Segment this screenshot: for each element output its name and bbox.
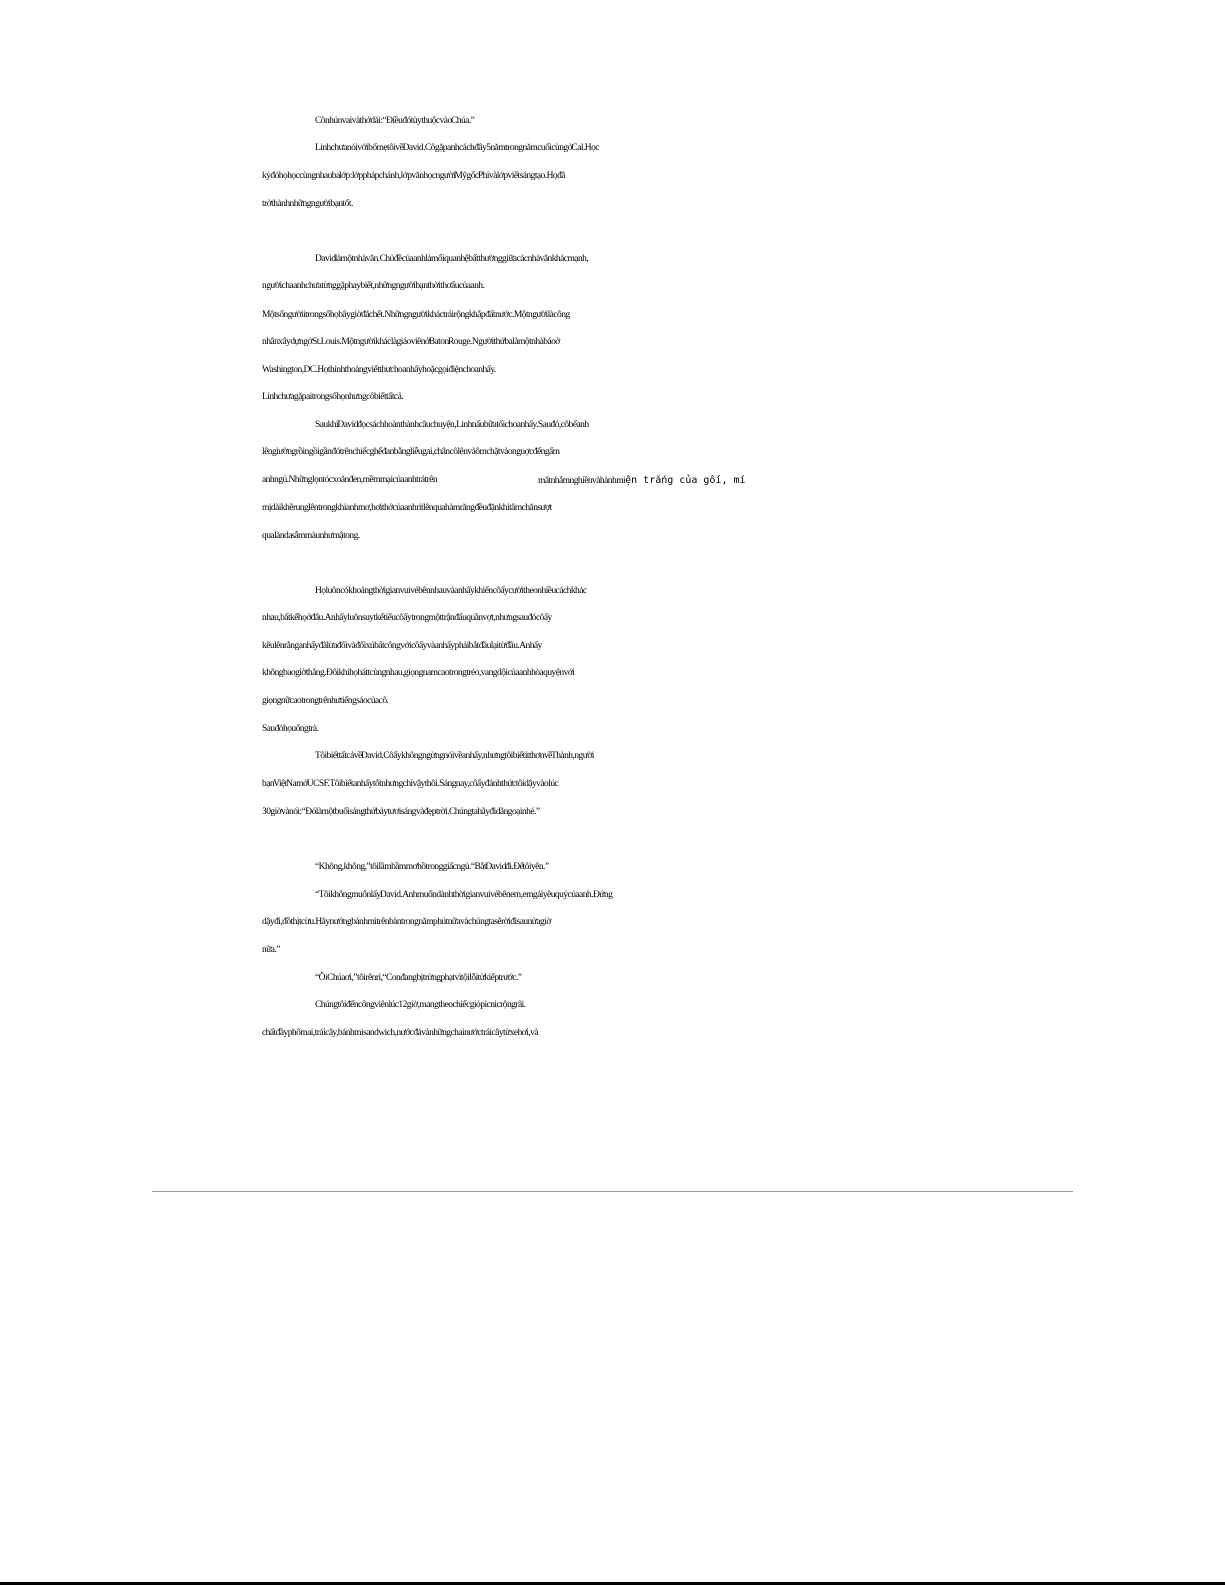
text-line: Mộtsốngườiitrongsốhọbâygiờđãchết.Nhữngngườikháctrảirộngkhắpđấtnước.Mộtngườilàcông: [262, 310, 570, 320]
text-line: dậyđi,đồthịtcừu.Hãynướngbánhmìtrênbàntrongnămphútnữavàchúngtasẽrờiđisaunửagiờ: [262, 917, 551, 927]
text-line: chấtđầyphômai,tráicây,bánhmìsandwich,nướcđávànhữngchainướctráicâytừxehơi,và: [262, 1028, 539, 1038]
page-divider: [152, 1191, 1073, 1192]
text-line: Saukhi David đọcsáchhoànthànhcâuchuyện,Linhnấubữatốichoanhấy.Sauđó,côbếanh: [315, 420, 589, 430]
text-line: “Tôikhôngmuốnlấy David.Anhmuốndànhthờigianvuivẻbênem,emgáiyêuquýcủaanh.Đứng: [315, 890, 613, 900]
text-line: [538, 476, 746, 487]
text-line: giọngnữcaotrongtrênhưtiếngsáocủacô.: [262, 696, 389, 706]
text-line: lêngiườngrồingồigầnđótrênchiếcghếđanbằngliễugai,châncôlênvàômchặtvàonguợcđếngấm: [262, 447, 560, 457]
text-line: nhau,bấtkểhọởđâu.Anhấyluônsuytkếtiểucôấytrongmộttrậnđấuquầnvợt,nhưngsauđócôấy: [262, 613, 552, 623]
text-line: “ÔiChúaơi,”tôirênrỉ,“Conđangbịtrừngphạtvìtộilỗitừkiếptrước.”: [315, 973, 522, 983]
text-line: nữa.”: [262, 945, 280, 955]
text-line: David làmộtnhàvăn.Chủđềcủaanhlàmốiquanhệbấtthườnggiữacácnhàvănkhácmạnh,: [315, 254, 589, 264]
text-line: Tôibiếttấtcảvề David.Côấykhôngngừngnóivềanhấy,nhưngtôibiếtítthơnvề Thành,người: [315, 751, 594, 761]
text-fragment-mono: ện trắng của gối, mí: [625, 475, 746, 486]
text-line: bạn Việt Namở UCSF.Tôibiếtanhấytốtnhưngchỉvậythôi.Sángnay,côấyđánhthứctôidậyvàolúc: [262, 779, 559, 789]
text-line: “Không,không,”tôilầmbầmmơhồtronggiấcngủ.“Bắt David đi.Để tôiyên.”: [315, 862, 549, 872]
text-line: qualànda sẫmmàunhưmậtong.: [262, 531, 360, 541]
text-line: Cônhúnvaivàthởdài:“Điềuđótùythuộcvào Chúa.”: [315, 116, 475, 126]
text-line: Chúngtôiđếncôngviênlúc12giờ,mangtheochiếcgiỏpicnicrộngrãi.: [315, 1000, 526, 1010]
text-line: Họluôncókhoảngthờigianvuivẻbênnhauvàanhấykhiếncôấycườitheonhiềucáchkhác: [315, 586, 587, 596]
text-line: mịdàikhẽrunglêntrongkhianhmơ,hơithởcủaanhrítlênquahàmrăngđềuđặnkhitâmchănsượt: [262, 503, 552, 513]
text-line: nhânxâydựngởSt.Louis.Mộtngườikháclàgiáoviênở Baton Rouge.Ngườithứbalàmộtnhàbáoở: [262, 337, 560, 347]
text-line: kỳđóhọhọccùngnhauba lớp:lớpphápchánh,lớpvănhọcngười Mỹgốc Phivàlớpviếtsángtạo.Họđã: [262, 171, 565, 181]
text-line: Linhchưagặpaitrongsốhọnhưngcôbiếttấtcả.: [262, 392, 404, 402]
text-fragment: mắtnhắmnghiềnvàhànhmi: [538, 476, 626, 486]
text-line: ngườichaanhchưatừnggặphaybiết,nhữngngườibạnthờithơấucủaanh.: [262, 281, 485, 291]
text-line: 30giờvànói:“Đólàmộtbuổisángthứbảytươisángvàđẹptrời.Chúngtahãyđidãngoạinhé.”: [262, 807, 540, 817]
text-line: Linhchưanóivớibốmẹtôivề David.Côgặpanhcáchđây5nămtrongnămcuốicùngở Cal.Học: [315, 143, 599, 153]
text-line: anhngủ.Nhữnglọntócxoănđen,mềmmạicủaanhtrảtrên: [262, 475, 438, 485]
text-line: kêulênrằnganhấyđãlừađốivàđổixúbấtcôngvớicôấyvàanhấyphảibắtđầulạitừđầu.Anhấy: [262, 641, 542, 651]
text-line: Sauđóhọuốngtrà.: [262, 724, 319, 734]
text-line: trởthànhnhữngngườibạntốt.: [262, 199, 353, 209]
text-line: Washington,DC.Họthỉnhthoảngviếtthưchoanhấyhoặcgọiđiệnchoanhấy.: [262, 365, 496, 375]
text-line: khôngbaogiờthắng.Đôikhihọháttcùngnhau,giọngnamcaotrongtrẻo,vangdộicủaanhhòaquyệnvới: [262, 668, 575, 678]
